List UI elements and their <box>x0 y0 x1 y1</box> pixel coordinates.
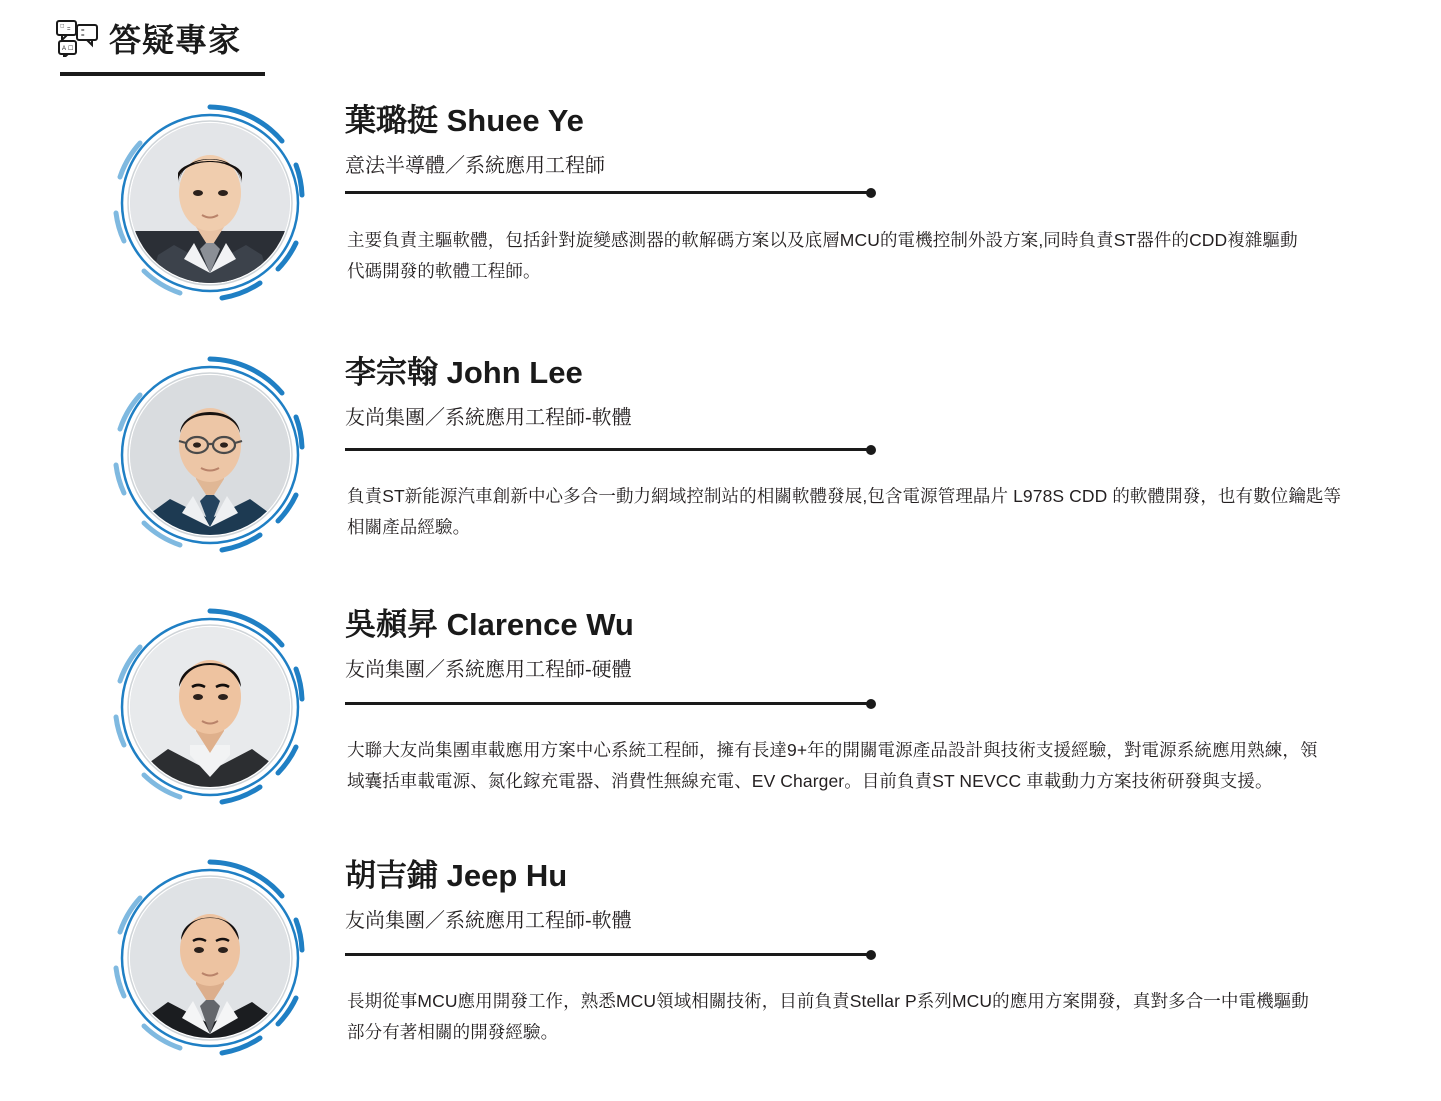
expert-heading <box>345 103 605 178</box>
expert-role: 友尚集團／系統應用工程師-軟體 <box>345 406 632 429</box>
divider <box>345 448 872 451</box>
svg-text:A: A <box>62 46 67 52</box>
svg-text:□: □ <box>60 23 65 30</box>
avatar-photo <box>130 878 290 1038</box>
svg-text:=: = <box>81 28 85 34</box>
expert-name: 李宗翰 John Lee <box>345 355 583 390</box>
svg-text:=: = <box>67 26 71 33</box>
svg-text:☐: ☐ <box>68 46 74 52</box>
expert-role: 友尚集團／系統應用工程師-硬體 <box>345 658 632 681</box>
expert-description: 長期從事MCU應用開發工作，熟悉MCU領域相關技術，目前負責Stellar P系列MCU的應用方案開發，真對多合一中電機驅動部分有著相關的開發經驗。 <box>347 991 1309 1042</box>
avatar-photo <box>130 627 290 787</box>
avatar <box>110 607 310 807</box>
expert-name: 吳頳昇 Clarence Wu <box>345 607 634 642</box>
expert-description: 負責ST新能源汽車創新中心多合一動力網域控制站的相關軟體發展,包含電源管理晶片 L978S CDD 的軟體開發，也有數位鑰匙等相關產品經驗。 <box>347 486 1342 537</box>
avatar-photo <box>130 375 290 535</box>
avatar-photo <box>130 123 290 283</box>
divider <box>345 953 872 956</box>
avatar <box>110 355 310 555</box>
divider <box>345 191 872 194</box>
expert-role: 友尚集團／系統應用工程師-軟體 <box>345 909 632 932</box>
divider <box>345 702 872 705</box>
page-header <box>55 14 265 76</box>
svg-text:=: = <box>81 33 85 39</box>
avatar <box>110 858 310 1058</box>
expert-heading <box>345 355 632 430</box>
expert-name: 葉璐挺 Shuee Ye <box>345 103 584 138</box>
chat-bubbles-icon <box>55 19 99 57</box>
expert-role: 意法半導體／系統應用工程師 <box>345 154 605 177</box>
avatar <box>110 103 310 303</box>
expert-heading <box>345 607 634 682</box>
expert-description: 主要負責主驅軟體，包括針對旋變感測器的軟解碼方案以及底層MCU的電機控制外設方案,同時負責ST器件的CDD複雜驅動代碼開發的軟體工程師。 <box>347 230 1298 281</box>
page-title: 答疑專家 <box>109 22 242 58</box>
expert-name: 胡吉鋪 Jeep Hu <box>345 858 568 893</box>
header-underline <box>60 72 265 76</box>
expert-description: 大聯大友尚集團車載應用方案中心系統工程師，擁有長達9+年的開關電源產品設計與技術支援經驗，對電源系統應用熟練，領域囊括車載電源、氮化鎵充電器、消費性無線充電、EV Charger。目前負責ST NEVCC 車載動力方案技術研發與支援。 <box>347 740 1318 791</box>
expert-heading <box>345 858 632 933</box>
